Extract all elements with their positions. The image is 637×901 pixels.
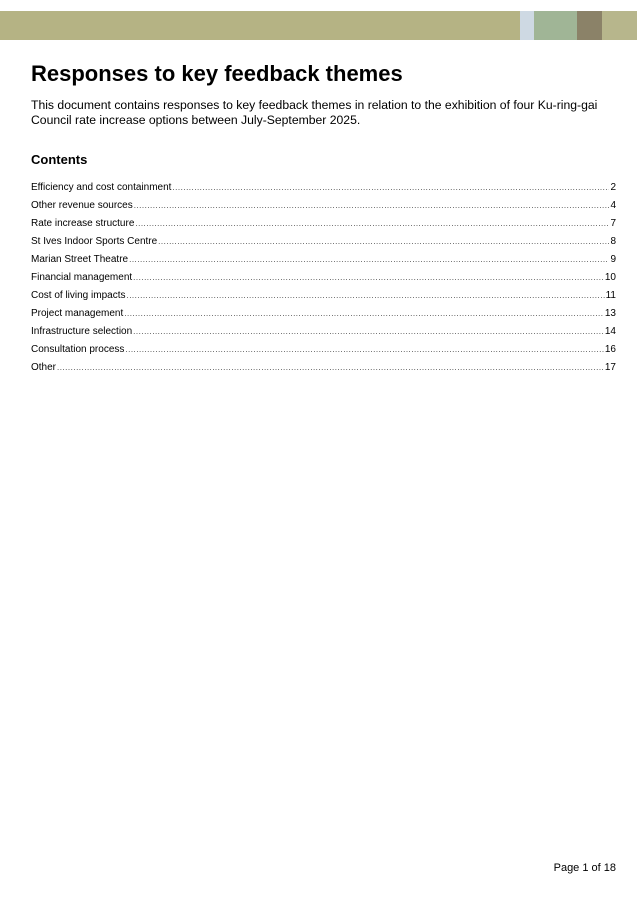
toc-item-page: 2 xyxy=(610,182,616,193)
header-band-block-light-blue xyxy=(520,11,534,40)
page-number: Page 1 of 18 xyxy=(553,862,616,874)
toc-leader-dots xyxy=(158,235,609,249)
toc-item-label: Infrastructure selection xyxy=(31,326,133,337)
toc-item-page: 10 xyxy=(604,272,616,283)
toc-item-label: Marian Street Theatre xyxy=(31,254,129,265)
toc-leader-dots xyxy=(134,199,610,213)
toc-leader-dots xyxy=(125,343,603,357)
toc-item-financial-management[interactable] xyxy=(31,271,616,289)
toc-item-cost-of-living[interactable] xyxy=(31,289,616,307)
toc-item-page: 9 xyxy=(610,254,616,265)
toc-item-label: Cost of living impacts xyxy=(31,290,126,301)
toc-item-page: 11 xyxy=(605,290,616,301)
toc-item-st-ives[interactable] xyxy=(31,235,616,253)
toc-item-project-management[interactable] xyxy=(31,307,616,325)
toc-leader-dots xyxy=(57,361,604,375)
toc-item-other[interactable] xyxy=(31,361,616,379)
toc-item-page: 4 xyxy=(610,200,616,211)
toc-leader-dots xyxy=(126,289,604,303)
toc-item-marian-street[interactable] xyxy=(31,253,616,271)
toc-item-consultation-process[interactable] xyxy=(31,343,616,361)
toc-item-page: 16 xyxy=(604,344,616,355)
toc-leader-dots xyxy=(133,271,604,285)
toc-item-label: Project management xyxy=(31,308,124,319)
toc-item-other-revenue[interactable] xyxy=(31,199,616,217)
toc-item-page: 17 xyxy=(604,362,616,373)
toc-item-page: 7 xyxy=(610,218,616,229)
toc-leader-dots xyxy=(172,181,609,195)
header-band-block-green xyxy=(534,11,577,40)
toc-item-page: 13 xyxy=(604,308,616,319)
toc-item-page: 14 xyxy=(604,326,616,337)
toc-item-label: Financial management xyxy=(31,272,133,283)
toc-leader-dots xyxy=(129,253,609,267)
toc-item-rate-structure[interactable] xyxy=(31,217,616,235)
toc-leader-dots xyxy=(135,217,609,231)
header-band-block-brown xyxy=(577,11,602,40)
page-title: Responses to key feedback themes xyxy=(31,61,403,86)
toc-item-label: Rate increase structure xyxy=(31,218,135,229)
toc-leader-dots xyxy=(124,307,604,321)
table-of-contents xyxy=(31,181,616,379)
toc-item-efficiency[interactable] xyxy=(31,181,616,199)
toc-leader-dots xyxy=(133,325,604,339)
contents-heading: Contents xyxy=(31,152,88,167)
header-band-block-olive xyxy=(602,11,637,40)
toc-item-label: Efficiency and cost containment xyxy=(31,182,172,193)
toc-item-page: 8 xyxy=(610,236,616,247)
toc-item-label: Other xyxy=(31,362,57,373)
header-band xyxy=(0,11,637,40)
toc-item-label: Other revenue sources xyxy=(31,200,133,211)
toc-item-infrastructure-selection[interactable] xyxy=(31,325,616,343)
toc-item-label: St Ives Indoor Sports Centre xyxy=(31,236,158,247)
toc-item-label: Consultation process xyxy=(31,344,125,355)
intro-paragraph: This document contains responses to key feedback themes in relation to the exhibition of four Ku-ring-gai Council rate increase options between July-September 2025. xyxy=(31,98,598,127)
